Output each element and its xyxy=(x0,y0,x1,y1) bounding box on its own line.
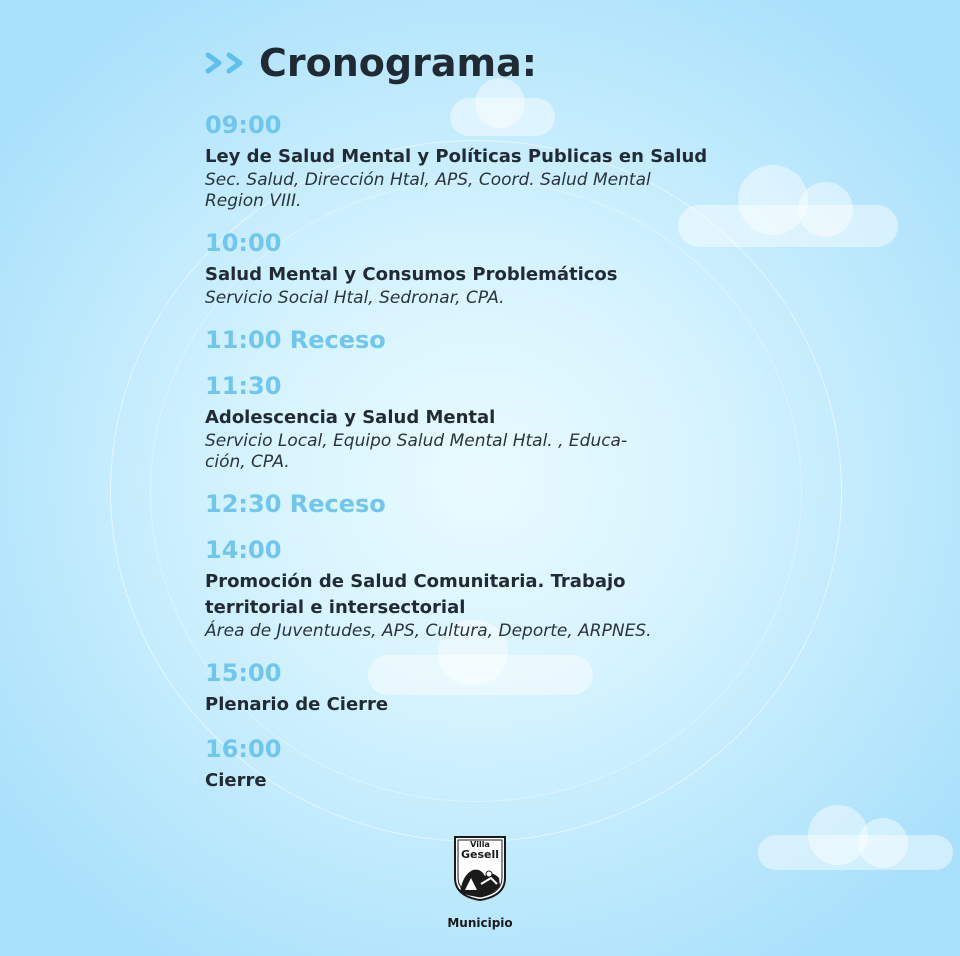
schedule-organizers: Área de Juventudes, APS, Cultura, Deporte, ARPNES. xyxy=(205,621,652,641)
villa-gesell-shield-icon xyxy=(451,834,509,902)
schedule-time: 15:00 xyxy=(205,659,282,687)
logo-caption: Municipio xyxy=(447,916,513,930)
schedule-item xyxy=(205,110,765,212)
schedule-organizers: Sec. Salud, Dirección Htal, APS, Coord. Salud Mental Region VIII. xyxy=(205,170,651,211)
schedule-time: 14:00 xyxy=(205,536,282,564)
schedule-item xyxy=(205,228,765,309)
schedule-item xyxy=(205,658,765,718)
schedule-topic: Promoción de Salud Comunitaria. Trabajo territorial e intersectorial xyxy=(205,571,626,618)
schedule-topic: Plenario de Cierre xyxy=(205,694,389,715)
schedule-list xyxy=(205,110,765,810)
logo-text-villa: Villa xyxy=(470,840,490,849)
schedule-item-break xyxy=(205,489,765,519)
schedule-time: 10:00 xyxy=(205,229,282,257)
title-row xyxy=(205,41,537,85)
page-title: Cronograma: xyxy=(259,41,537,85)
schedule-organizers: Servicio Social Htal, Sedronar, CPA. xyxy=(205,288,505,308)
logo-text-gesell: Gesell xyxy=(460,848,500,861)
logo-text xyxy=(451,840,509,861)
schedule-item xyxy=(205,535,765,642)
schedule-topic: Ley de Salud Mental y Políticas Publicas en Salud xyxy=(205,146,708,167)
schedule-item-break xyxy=(205,325,765,355)
schedule-topic: Salud Mental y Consumos Problemáticos xyxy=(205,264,618,285)
schedule-item xyxy=(205,371,765,473)
schedule-time: 11:30 xyxy=(205,372,282,400)
schedule-item xyxy=(205,734,765,794)
cloud-bottom-right xyxy=(758,800,958,875)
municipality-logo xyxy=(448,834,512,930)
schedule-organizers: Servicio Local, Equipo Salud Mental Htal. , Educa- ción, CPA. xyxy=(205,431,628,472)
schedule-topic: Cierre xyxy=(205,770,267,791)
schedule-time: 11:00 Receso xyxy=(205,326,386,354)
double-chevron-right-icon xyxy=(205,52,247,74)
schedule-time: 16:00 xyxy=(205,735,282,763)
schedule-topic: Adolescencia y Salud Mental xyxy=(205,407,496,428)
schedule-time: 12:30 Receso xyxy=(205,490,386,518)
schedule-time: 09:00 xyxy=(205,111,282,139)
